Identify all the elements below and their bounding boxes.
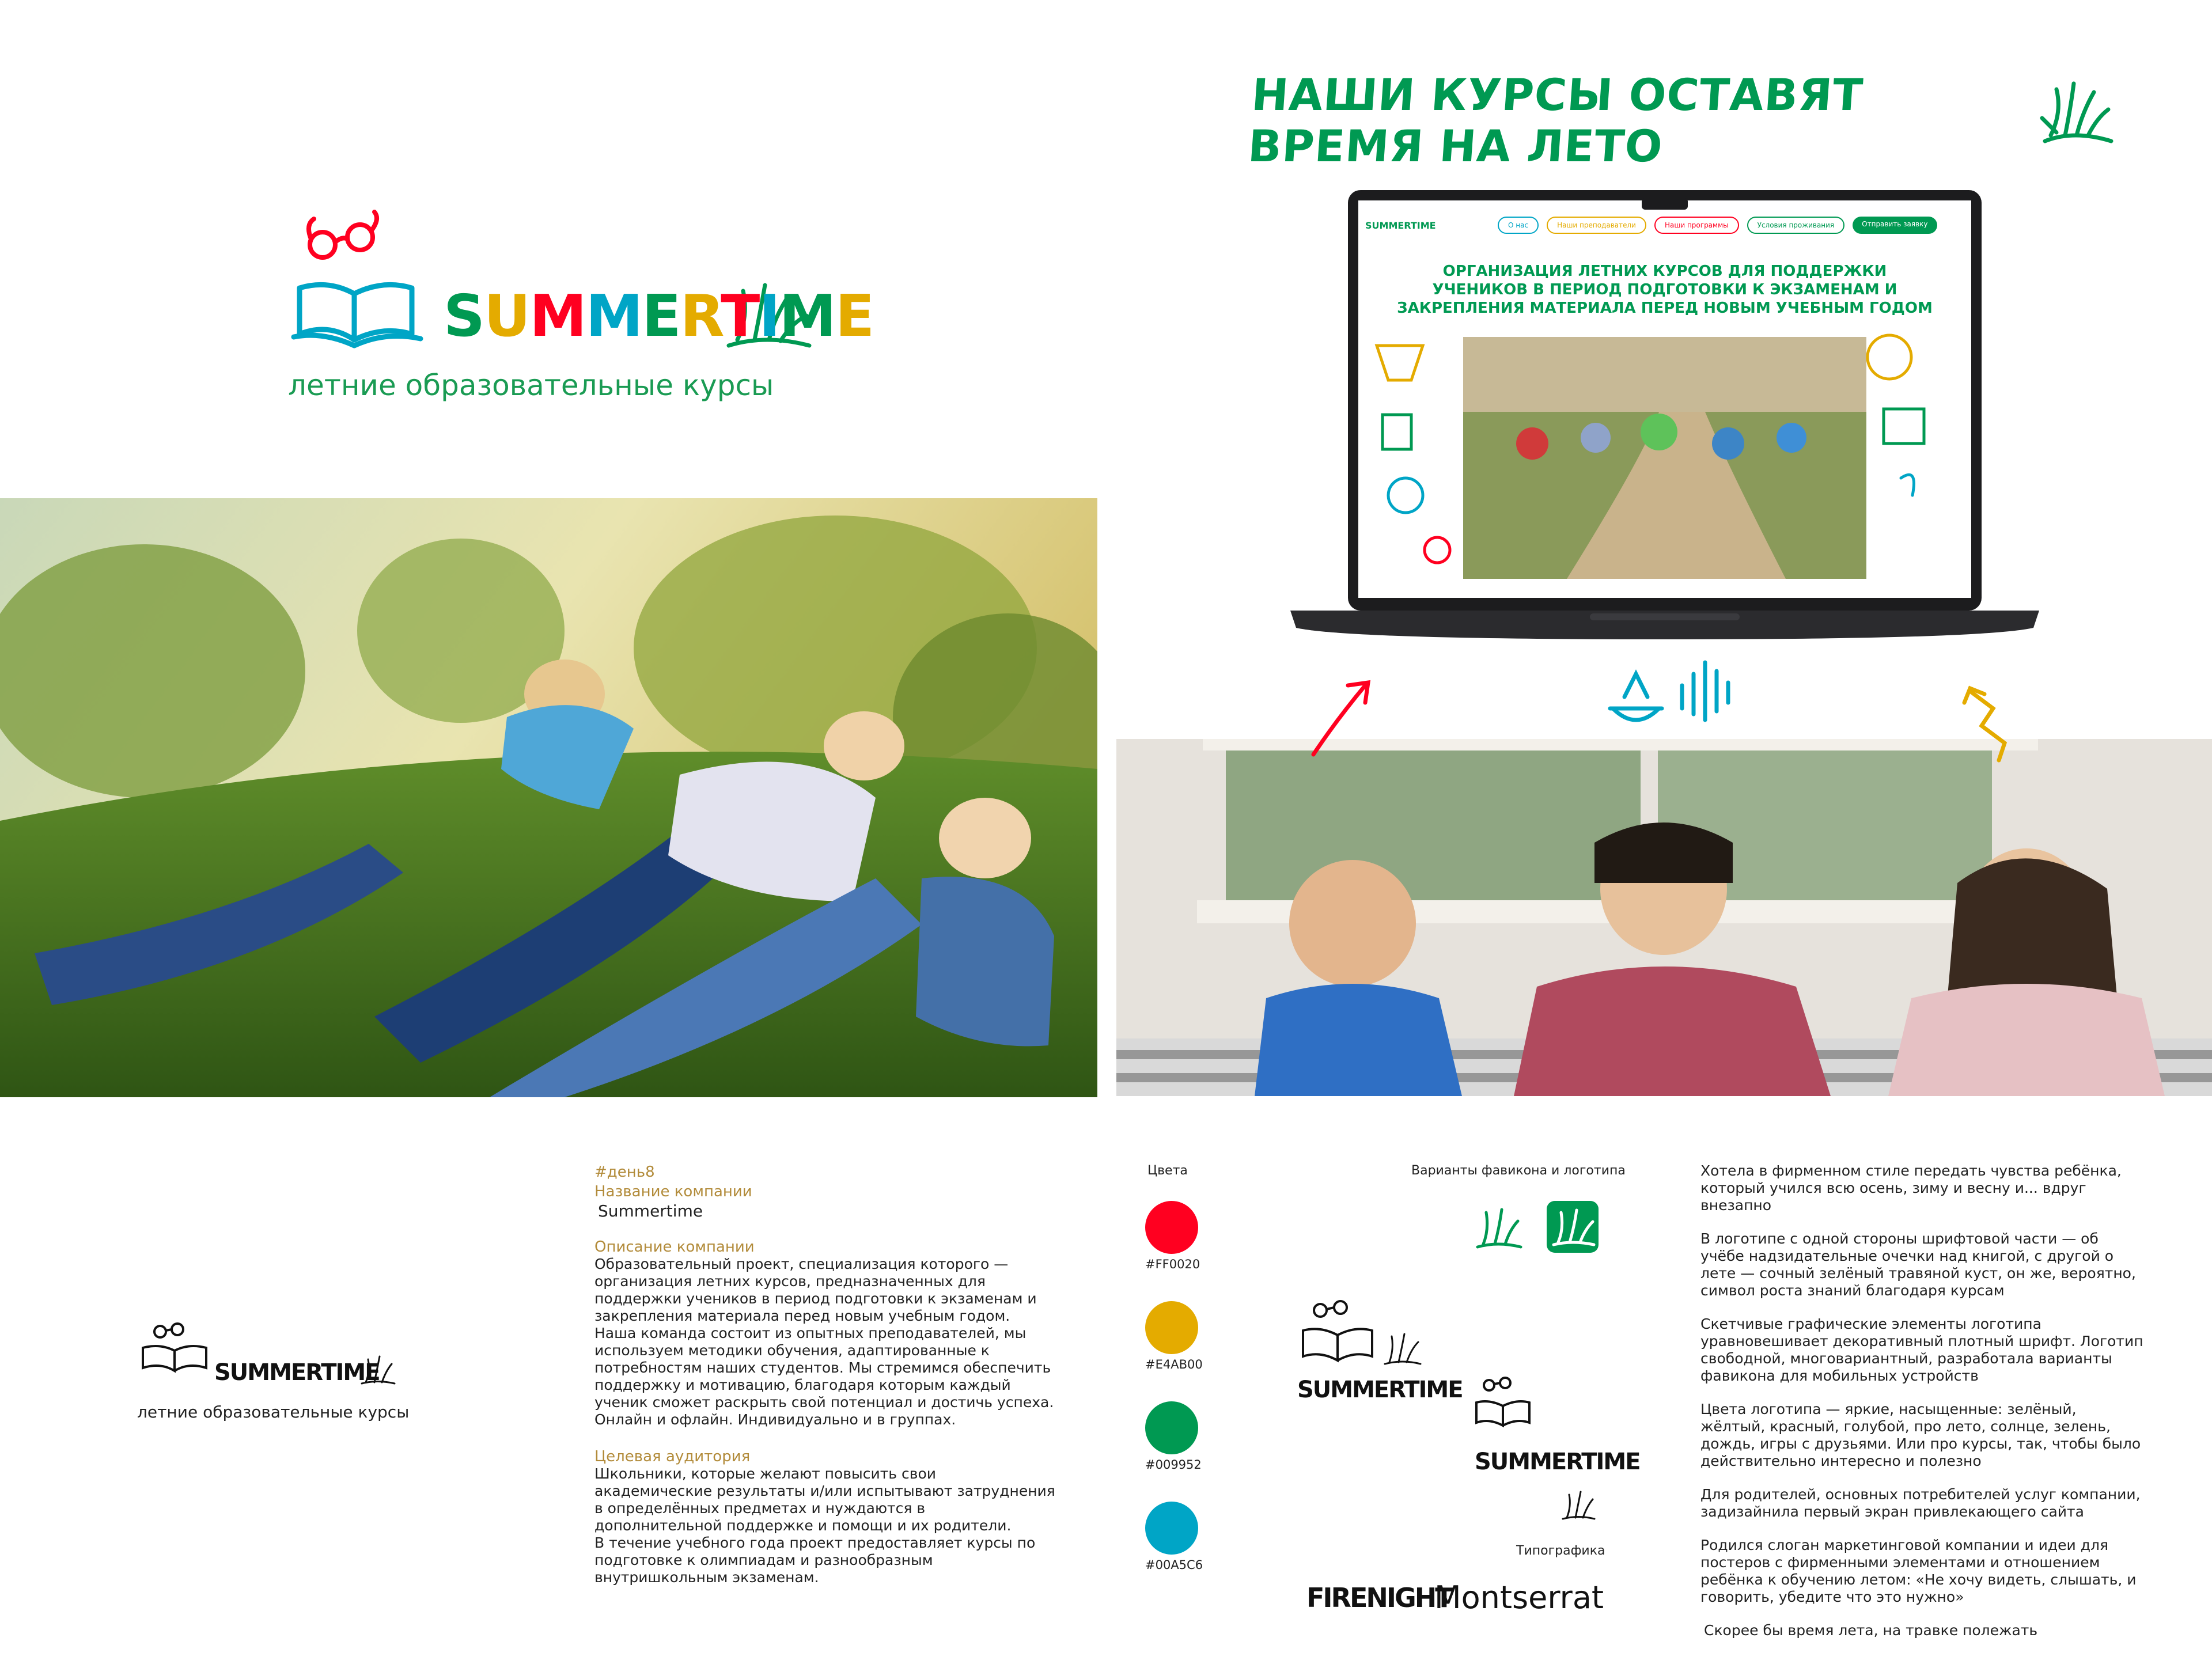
audience-title: Целевая аудитория <box>594 1448 751 1465</box>
audience-olympiads: В течение учебного года проект предоставляет курсы по подготовке к олимпиадам и разнообразным внутришкольным экзаменам. <box>594 1534 1036 1586</box>
company-name: Summertime <box>598 1201 703 1220</box>
swatch-blue <box>1145 1502 1198 1555</box>
photo-kids-at-table <box>1116 739 2212 1096</box>
favicon-app-icon <box>1547 1201 1599 1253</box>
swatch-hex: #FF0020 <box>1145 1257 1200 1271</box>
description: Образовательный проект, специализация которого — организация летних курсов, предназначенных для поддержки учеников в период подготовки к экзаменам и закрепления материала перед новым учебным годом. Наша команда состоит из опытных преподавателей, мы используем методики обучения, адаптированные к потребностям наших студентов. Мы стремимся обеспечить поддержку и мотивацию, благодаря которым каждый ученик сможет раскрыть свой потенциал и достичь успеха. <box>594 1256 1054 1411</box>
boat-sound-icon <box>1601 651 1751 737</box>
logo-variant-wordmark: SUMMERTIME <box>1297 1377 1463 1403</box>
note: Цвета логотипа — яркие, насыщенные: зелёный, жёлтый, красный, голубой, про лето, солнце, зелень, дождь, игры с друзьями. Или про курсы, так, чтобы было действительно интересно и полезно <box>1700 1401 2141 1469</box>
brand-tagline-small: летние образовательные курсы <box>137 1403 410 1422</box>
nav-apply-button[interactable]: Отправить заявку <box>1853 217 1937 234</box>
laptop-mockup <box>1290 190 2039 651</box>
favicon-grass-icon <box>1472 1201 1524 1253</box>
swatch-hex: #009952 <box>1145 1458 1202 1472</box>
brand-wordmark: SUMMERTIME <box>444 282 874 350</box>
grass-icon <box>2039 78 2114 147</box>
colors-title: Цвета <box>1147 1163 1188 1178</box>
favicon-title: Варианты фавикона и логотипа <box>1411 1163 1626 1178</box>
glasses-book-icon <box>288 207 426 351</box>
swatch-green <box>1145 1401 1198 1454</box>
slogan: НАШИ КУРСЫ ОСТАВЯТ ВРЕМЯ НА ЛЕТО <box>1246 69 1865 172</box>
typography-title: Типографика <box>1516 1544 1605 1558</box>
arrow-scribble-icon <box>1302 674 1382 760</box>
brand-wordmark-small: SUMMERTIME <box>214 1359 380 1386</box>
note: В логотипе с одной стороны шрифтовой части — об учёбе надзидательные очечки над книгой, с другой о лете — сочный зелёный травяной куст, он же, вероятно, символ роста знаний благодаря курсам <box>1700 1230 2136 1299</box>
nav-living[interactable]: Условия проживания <box>1747 217 1845 234</box>
grass-icon <box>1561 1489 1596 1521</box>
nav-about[interactable]: О нас <box>1498 217 1539 234</box>
swatch-yellow <box>1145 1301 1198 1354</box>
photo-kids-on-grass <box>0 498 1097 1097</box>
note: Хотела в фирменном стиле передать чувства ребёнка, который учился всю осень, зиму и весну и... вдруг внезапно <box>1700 1162 2122 1214</box>
swatch-hex: #00A5C6 <box>1145 1558 1203 1572</box>
typography-font-firenight: FIRENIGHT <box>1306 1582 1452 1613</box>
site-headline: ОРГАНИЗАЦИЯ ЛЕТНИХ КУРСОВ ДЛЯ ПОДДЕРЖКИ УЧЕНИКОВ В ПЕРИОД ПОДГОТОВКИ К ЭКЗАМЕНАМ И ЗАКРЕПЛЕНИЯ МАТЕРИАЛА ПЕРЕД НОВЫМ УЧЕБНЫМ ГОДОМ <box>1397 263 1933 317</box>
glasses-book-icon <box>1297 1296 1384 1365</box>
description-formats: Онлайн и офлайн. Индивидуально и в группах. <box>594 1411 956 1428</box>
swatch-red <box>1145 1201 1198 1254</box>
logo-variant-wordmark: SUMMERTIME <box>1475 1449 1640 1475</box>
company-name-title: Название компании <box>594 1183 752 1200</box>
site-nav <box>1498 217 1937 234</box>
nav-programs[interactable]: Наши программы <box>1654 217 1739 234</box>
notes-column <box>1700 1162 2144 1639</box>
note: Скорее бы время лета, на травке полежать <box>1704 1622 2038 1639</box>
brand-tagline: летние образовательные курсы <box>288 369 774 402</box>
note: Родился слоган маркетинговой компании и идеи для постеров с фирменными элементами и отношением ребёнка к обучению летом: «Не хочу видеть, слышать, и говорить, убедите что это нужно» <box>1700 1537 2137 1605</box>
grass-icon <box>360 1354 396 1385</box>
color-swatches <box>1145 1201 1203 1572</box>
note: Для родителей, основных потребителей услуг компании, задизайнила первый экран привлекающего сайта <box>1700 1486 2141 1520</box>
glasses-book-icon <box>137 1319 212 1374</box>
glasses-book-icon <box>1472 1374 1535 1431</box>
hashtag: #день8 <box>594 1163 655 1181</box>
grass-icon <box>1382 1331 1423 1365</box>
site-logo[interactable]: SUMMERTIME <box>1365 220 1436 231</box>
note: Скетчивые графические элементы логотипа уравновешивает декоративный плотный шрифт. Логотип свободной, многовариантный, разработала варианты фавикона для мобильных устройств <box>1700 1316 2143 1384</box>
description-title: Описание компании <box>594 1238 755 1256</box>
audience: Школьники, которые желают повысить свои академические результаты и/или испытывают затруднения в определённых предметах и нуждаются в дополнительной поддержке и помощи и их родители. <box>594 1465 1055 1534</box>
zigzag-arrow-icon <box>1959 680 2039 766</box>
nav-teachers[interactable]: Наши преподаватели <box>1547 217 1646 234</box>
swatch-hex: #E4AB00 <box>1145 1358 1203 1371</box>
info-column <box>594 1163 1055 1586</box>
typography-font-montserrat: Montserrat <box>1434 1579 1604 1616</box>
grass-icon <box>1547 1201 1599 1253</box>
